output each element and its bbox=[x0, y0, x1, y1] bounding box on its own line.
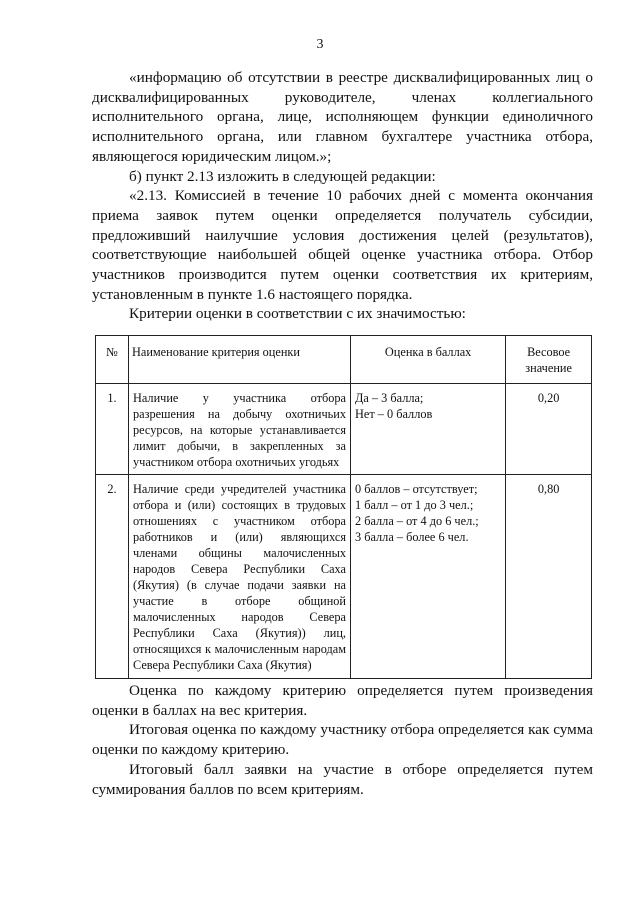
paragraph-criteria-intro: Критерии оценки в соответствии с их значимостью: bbox=[129, 305, 466, 323]
paragraph-score-calculation: Оценка по каждому критерию определяется путем произведения оценки в баллах на вес критерия. bbox=[92, 682, 593, 719]
weight-value: 0,20 bbox=[506, 384, 592, 475]
score-line: 0 баллов – отсутствует; bbox=[355, 482, 478, 496]
header-number: № bbox=[96, 336, 129, 384]
score-line: 1 балл – от 1 до 3 чел.; bbox=[355, 498, 474, 512]
row-number: 2. bbox=[96, 475, 129, 679]
score-cell bbox=[351, 475, 506, 679]
table-header-row bbox=[96, 336, 592, 384]
table-row bbox=[96, 384, 592, 475]
score-line: 2 балла – от 4 до 6 чел.; bbox=[355, 514, 479, 528]
row-number: 1. bbox=[96, 384, 129, 475]
header-criterion-name: Наименование критерия оценки bbox=[128, 336, 350, 384]
header-score: Оценка в баллах bbox=[351, 336, 506, 384]
document-body bbox=[92, 68, 593, 324]
table-row bbox=[96, 475, 592, 679]
score-cell bbox=[351, 384, 506, 475]
weight-value: 0,80 bbox=[506, 475, 592, 679]
header-weight: Весовое значение bbox=[506, 336, 592, 384]
criterion-text: Наличие у участника отбора разрешения на добычу охотничьих ресурсов, на которые устанавливается лимит добычи, в закрепленных за участником отбора охотничьих угодьях bbox=[128, 384, 350, 475]
criterion-text: Наличие среди учредителей участника отбора и (или) состоящих в трудовых отношениях с участником отбора работников и (или) являющихся членами общины малочисленных народов Севера Республики Саха (Якутия) (в случае подачи заявки на участие в отборе общиной малочисленных народов Севера Республики Саха (Якутия)) лиц, относящихся к малочисленным народам Севера Республики Саха (Якутия) bbox=[128, 475, 350, 679]
closing-text bbox=[92, 681, 593, 799]
paragraph-amend-2-13: б) пункт 2.13 изложить в следующей редакции: bbox=[129, 167, 436, 185]
page-number: 3 bbox=[316, 37, 324, 52]
score-line: Нет – 0 баллов bbox=[355, 407, 433, 421]
score-line: 3 балла – более 6 чел. bbox=[355, 530, 469, 544]
paragraph-total-score: Итоговая оценка по каждому участнику отбора определяется как сумма оценки по каждому критерию. bbox=[92, 721, 593, 759]
paragraph-2-13-text: «2.13. Комиссией в течение 10 рабочих дней с момента окончания приема заявок путем оценки определяется получатель субсидии, предложивший наилучшие условия достижения целей (результатов), соответствующие наибольшей общей оценке участника отбора. Отбор участников производится путем оценки соответствия их критериям, установленным в пункте 1.6 настоящего порядка. bbox=[92, 187, 593, 303]
criteria-table bbox=[95, 335, 592, 679]
paragraph-disqualified-info: «информацию об отсутствии в реестре дисквалифицированных лиц о дисквалифицированных руководителе, членах коллегиального исполнительного органа, лице, исполняющем функции единоличного исполнительного органа, или главном бухгалтере участника отбора, являющегося юридическим лицом.»; bbox=[92, 69, 593, 165]
score-line: Да – 3 балла; bbox=[355, 391, 424, 405]
paragraph-final-points: Итоговый балл заявки на участие в отборе определяется путем суммирования баллов по всем критериям. bbox=[92, 760, 593, 798]
